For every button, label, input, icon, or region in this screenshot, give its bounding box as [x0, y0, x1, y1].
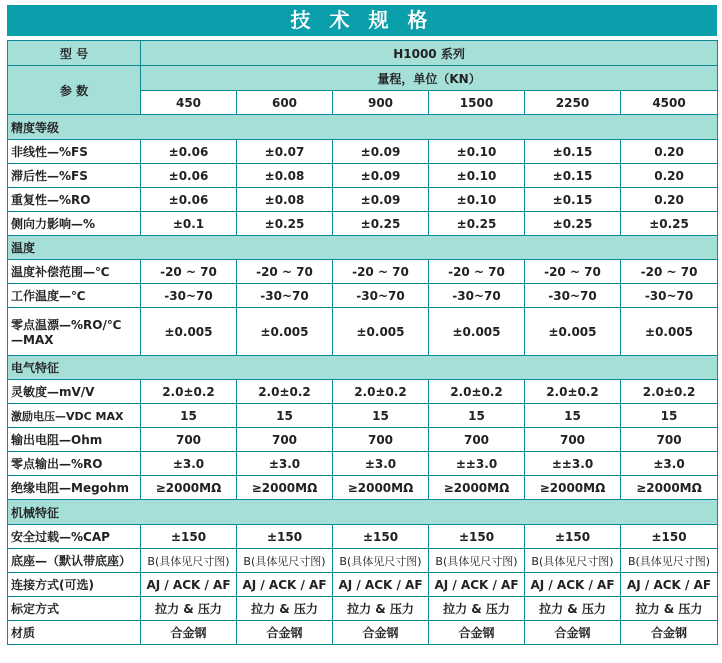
value-cell: 700 [333, 428, 429, 452]
row-label-text: 输出电阻—Ohm [11, 433, 103, 447]
value-cell: 合金钢 [141, 621, 237, 645]
value-cell: 700 [141, 428, 237, 452]
value-cell: ±0.25 [621, 212, 718, 236]
value-cell: 合金钢 [429, 621, 525, 645]
value-cell: 700 [525, 428, 621, 452]
value-cell: ±0.25 [525, 212, 621, 236]
row-label-text: 安全过载—%CAP [11, 530, 110, 544]
value-cell: ≥2000MΩ [429, 476, 525, 500]
value-cell: B(具体见尺寸图) [525, 549, 621, 573]
value-cell: ±0.06 [141, 140, 237, 164]
value-cell: 15 [333, 404, 429, 428]
value-cell: 0.20 [621, 164, 718, 188]
value-cell: -20 ~ 70 [141, 260, 237, 284]
value-cell: 700 [237, 428, 333, 452]
row-label [8, 597, 141, 621]
table-row [8, 549, 718, 573]
row-label [8, 476, 141, 500]
row-label-text: 非线性—%FS [11, 145, 88, 159]
value-cell: ±0.005 [429, 308, 525, 356]
value-cell: 0.20 [621, 188, 718, 212]
row-label-text: 温度补偿范围—℃ [11, 265, 110, 279]
row-label-text: 绝缘电阻—Megohm [11, 481, 129, 495]
value-cell: ±0.1 [141, 212, 237, 236]
value-cell: ±150 [525, 525, 621, 549]
value-cell: 2.0±0.2 [237, 380, 333, 404]
value-cell: -30~70 [525, 284, 621, 308]
table-row [8, 188, 718, 212]
table-row [8, 380, 718, 404]
capacity-cell: 900 [333, 91, 429, 115]
table-row [8, 284, 718, 308]
value-cell: ±0.005 [333, 308, 429, 356]
value-cell: 15 [141, 404, 237, 428]
row-label [8, 140, 141, 164]
section-title: 电气特征 [8, 356, 718, 380]
value-cell: ±150 [429, 525, 525, 549]
row-label [8, 260, 141, 284]
value-cell: ±150 [237, 525, 333, 549]
model-value: H1000 系列 [141, 41, 718, 66]
value-cell: 15 [621, 404, 718, 428]
value-cell: B(具体见尺寸图) [621, 549, 718, 573]
row-label-text: 材质 [11, 626, 36, 640]
value-cell: ±150 [141, 525, 237, 549]
section-header-row [8, 236, 718, 260]
value-cell: ±0.15 [525, 164, 621, 188]
value-cell: 合金钢 [525, 621, 621, 645]
row-label-text: 连接方式(可选) [11, 578, 94, 592]
value-cell: 合金钢 [621, 621, 718, 645]
model-row [8, 41, 718, 66]
row-label [8, 621, 141, 645]
value-cell: 拉力 & 压力 [621, 597, 718, 621]
value-cell: ±0.15 [525, 188, 621, 212]
row-label [8, 212, 141, 236]
value-cell: -20 ~ 70 [333, 260, 429, 284]
section-title: 精度等级 [8, 115, 718, 140]
value-cell: 拉力 & 压力 [237, 597, 333, 621]
row-label [8, 404, 141, 428]
value-cell: 合金钢 [237, 621, 333, 645]
value-cell: B(具体见尺寸图) [237, 549, 333, 573]
range-label: 量程，单位（KN） [141, 66, 718, 91]
value-cell: 15 [525, 404, 621, 428]
section-header-row [8, 356, 718, 380]
value-cell: 2.0±0.2 [333, 380, 429, 404]
value-cell: AJ / ACK / AF [429, 573, 525, 597]
value-cell: -30~70 [141, 284, 237, 308]
value-cell: ±0.005 [621, 308, 718, 356]
range-row [8, 66, 718, 91]
value-cell: ≥2000MΩ [333, 476, 429, 500]
table-row [8, 452, 718, 476]
value-cell: AJ / ACK / AF [621, 573, 718, 597]
value-cell: ±0.005 [141, 308, 237, 356]
table-row [8, 164, 718, 188]
value-cell: ±0.09 [333, 140, 429, 164]
capacity-cell: 1500 [429, 91, 525, 115]
row-label [8, 573, 141, 597]
value-cell: ±0.06 [141, 188, 237, 212]
value-cell: B(具体见尺寸图) [429, 549, 525, 573]
capacity-cell: 4500 [621, 91, 718, 115]
row-label [8, 188, 141, 212]
value-cell: ±0.15 [525, 140, 621, 164]
model-label: 型 号 [8, 41, 141, 66]
capacity-cell: 2250 [525, 91, 621, 115]
row-label-text: 底座—（默认带底座） [11, 554, 132, 568]
value-cell: 2.0±0.2 [621, 380, 718, 404]
value-cell: ±0.10 [429, 188, 525, 212]
row-label [8, 164, 141, 188]
value-cell: 拉力 & 压力 [141, 597, 237, 621]
table-row [8, 525, 718, 549]
value-cell: B(具体见尺寸图) [141, 549, 237, 573]
value-cell: -30~70 [333, 284, 429, 308]
value-cell: -20 ~ 70 [525, 260, 621, 284]
table-row [8, 260, 718, 284]
value-cell: ±3.0 [237, 452, 333, 476]
params-label: 参 数 [8, 66, 141, 115]
row-label-text: 滞后性—%FS [11, 169, 88, 183]
row-label-text: 工作温度—℃ [11, 289, 86, 303]
value-cell: ≥2000MΩ [237, 476, 333, 500]
table-row [8, 621, 718, 645]
section-header-row [8, 115, 718, 140]
value-cell: ±150 [333, 525, 429, 549]
table-row [8, 573, 718, 597]
value-cell: ±3.0 [141, 452, 237, 476]
row-label [8, 452, 141, 476]
spec-table [7, 40, 718, 645]
value-cell: 合金钢 [333, 621, 429, 645]
value-cell: ±0.10 [429, 164, 525, 188]
section-title: 温度 [8, 236, 718, 260]
table-row [8, 476, 718, 500]
value-cell: ±150 [621, 525, 718, 549]
capacity-cell: 450 [141, 91, 237, 115]
value-cell: ±0.25 [237, 212, 333, 236]
row-label [8, 284, 141, 308]
row-label-text: 侧向力影响—% [11, 217, 96, 231]
value-cell: ±±3.0 [525, 452, 621, 476]
value-cell: 2.0±0.2 [141, 380, 237, 404]
row-label [8, 525, 141, 549]
capacity-cell: 600 [237, 91, 333, 115]
value-cell: ±0.09 [333, 188, 429, 212]
value-cell: 700 [621, 428, 718, 452]
value-cell: -30~70 [237, 284, 333, 308]
value-cell: AJ / ACK / AF [333, 573, 429, 597]
value-cell: 拉力 & 压力 [525, 597, 621, 621]
row-label [8, 308, 141, 356]
row-label [8, 380, 141, 404]
row-label-text: 标定方式 [11, 602, 60, 616]
table-row [8, 597, 718, 621]
value-cell: 拉力 & 压力 [429, 597, 525, 621]
value-cell: ±0.06 [141, 164, 237, 188]
value-cell: AJ / ACK / AF [237, 573, 333, 597]
value-cell: 2.0±0.2 [525, 380, 621, 404]
value-cell: ±3.0 [621, 452, 718, 476]
value-cell: AJ / ACK / AF [525, 573, 621, 597]
value-cell: -30~70 [621, 284, 718, 308]
value-cell: 拉力 & 压力 [333, 597, 429, 621]
value-cell: B(具体见尺寸图) [333, 549, 429, 573]
table-row [8, 404, 718, 428]
value-cell: 2.0±0.2 [429, 380, 525, 404]
row-label [8, 549, 141, 573]
table-row [8, 428, 718, 452]
table-row [8, 308, 718, 356]
section-header-row [8, 500, 718, 525]
spec-title: 技 术 规 格 [7, 5, 717, 36]
value-cell: ≥2000MΩ [525, 476, 621, 500]
value-cell: 15 [237, 404, 333, 428]
value-cell: AJ / ACK / AF [141, 573, 237, 597]
value-cell: ±0.08 [237, 188, 333, 212]
row-label-text: 零点温漂—%RO/℃ [11, 318, 122, 332]
value-cell: ±3.0 [333, 452, 429, 476]
row-label-text: 激励电压—VDC MAX [11, 409, 124, 423]
value-cell: -20 ~ 70 [429, 260, 525, 284]
value-cell: ±0.005 [525, 308, 621, 356]
value-cell: -20 ~ 70 [237, 260, 333, 284]
table-row [8, 140, 718, 164]
table-row [8, 212, 718, 236]
value-cell: 15 [429, 404, 525, 428]
value-cell: ±0.09 [333, 164, 429, 188]
spec-table-body [8, 41, 718, 645]
value-cell: ±0.08 [237, 164, 333, 188]
row-label-text: 重复性—%RO [11, 193, 91, 207]
row-label [8, 428, 141, 452]
value-cell: ±±3.0 [429, 452, 525, 476]
row-label-text: 灵敏度—mV/V [11, 385, 95, 399]
value-cell: -20 ~ 70 [621, 260, 718, 284]
value-cell: 700 [429, 428, 525, 452]
value-cell: 0.20 [621, 140, 718, 164]
value-cell: ±0.07 [237, 140, 333, 164]
value-cell: ±0.005 [237, 308, 333, 356]
value-cell: ±0.10 [429, 140, 525, 164]
row-label-text-line2: —MAX [11, 333, 54, 347]
value-cell: ≥2000MΩ [621, 476, 718, 500]
value-cell: ≥2000MΩ [141, 476, 237, 500]
row-label-text: 零点输出—%RO [11, 457, 103, 471]
value-cell: -30~70 [429, 284, 525, 308]
section-title: 机械特征 [8, 500, 718, 525]
value-cell: ±0.25 [333, 212, 429, 236]
value-cell: ±0.25 [429, 212, 525, 236]
